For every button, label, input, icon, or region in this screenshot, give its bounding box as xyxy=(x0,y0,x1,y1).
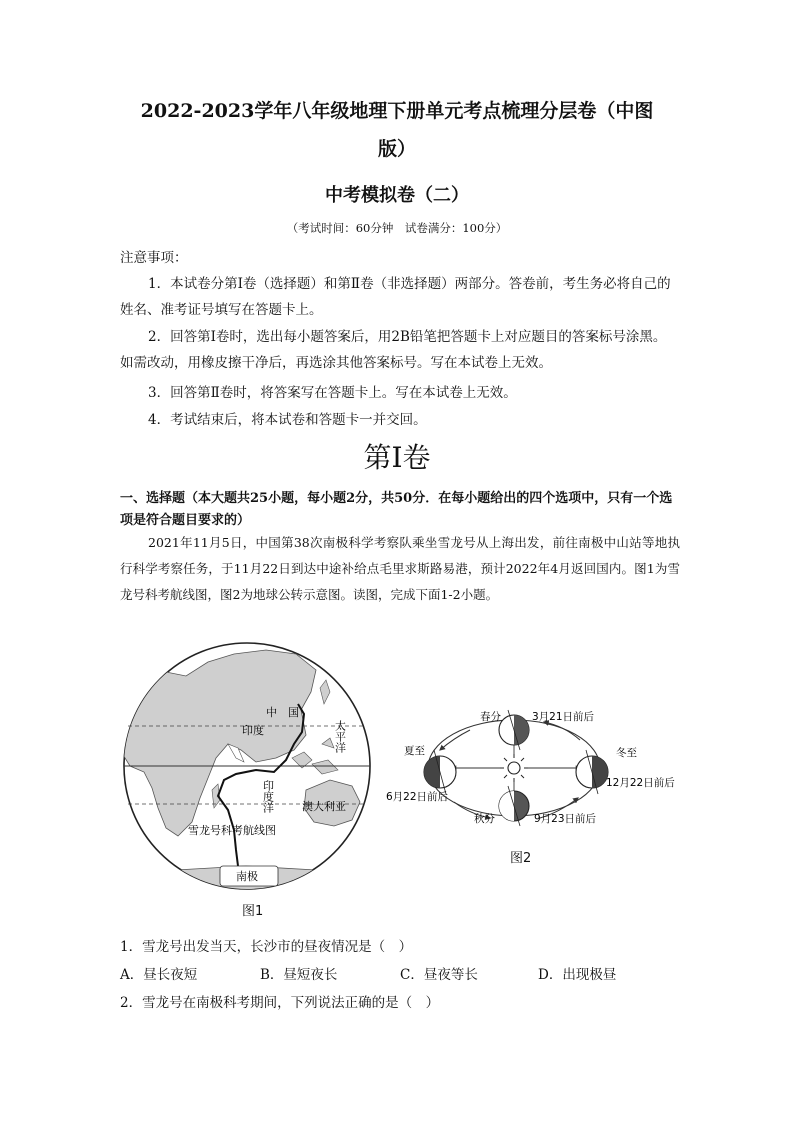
label-india: 印度 xyxy=(242,724,264,737)
notice-item: 1．本试卷分第Ⅰ卷（选择题）和第Ⅱ卷（非选择题）两部分。答卷前，考生务必将自己的姓名、准考证号填写在答题卡上。 xyxy=(120,276,671,318)
question-1-option-a[interactable]: A．昼长夜短 xyxy=(120,967,198,983)
question-section-heading xyxy=(120,488,680,532)
earth-winter xyxy=(576,750,608,794)
label-china: 中 国 xyxy=(266,706,299,719)
question-1-stem: 1．雪龙号出发当天，长沙市的昼夜情况是（ ） xyxy=(120,939,413,955)
notice-item: 2．回答第Ⅰ卷时，选出每小题答案后，用2B铅笔把答题卡上对应题目的答案标号涂黑。如需改动，用橡皮擦干净后，再选涂其他答案标号。写在本试卷上无效。 xyxy=(120,329,667,371)
exam-subtitle: 中考模拟卷（二） xyxy=(325,185,469,206)
sun-icon xyxy=(500,754,528,782)
figure2-caption: 图2 xyxy=(510,851,532,866)
notice-item: 4．考试结束后，将本试卷和答题卡一并交回。 xyxy=(148,412,427,428)
question-intro: 2021年11月5日，中国第38次南极科学考察队乘坐雪龙号从上海出发，前往南极中山站等地执行科学考察任务，于11月22日到达中途补给点毛里求斯路易港，预计2022年4月返回国内。图1为雪龙号科考航线图，图2为地球公转示意图。读图，完成下面1-2小题。 xyxy=(120,535,680,602)
label-australia: 澳大利亚 xyxy=(302,800,346,813)
label-autumn: 秋分 xyxy=(474,813,495,825)
label-antarctica: 南极 xyxy=(236,870,258,883)
question-section-heading-text: 一、选择题（本大题共25小题，每小题2分，共50分．在每小题给出的四个选项中，只有一个选项是符合题目要求的） xyxy=(120,491,673,528)
question-1-option-d[interactable]: D．出现极昼 xyxy=(538,967,617,983)
label-winter: 冬至 xyxy=(616,747,637,759)
section-title: 第Ⅰ卷 xyxy=(363,441,431,474)
label-summer: 夏至 xyxy=(404,745,425,757)
exam-title xyxy=(112,92,682,168)
label-autumn-date: 9月23日前后 xyxy=(534,813,597,825)
figure1-globe-map xyxy=(116,640,378,902)
earth-spring xyxy=(499,710,529,750)
figure2-earth-orbit xyxy=(384,690,684,840)
notice-heading: 注意事项： xyxy=(120,250,188,266)
question-1-option-b[interactable]: B．昼短夜长 xyxy=(260,967,338,983)
earth-summer xyxy=(424,750,456,794)
figure1-caption: 图1 xyxy=(242,904,264,919)
label-indian-ocean: 印度洋 xyxy=(261,780,275,813)
label-pacific: 太平洋 xyxy=(333,720,347,753)
question-1-option-c[interactable]: C．昼夜等长 xyxy=(400,967,478,983)
earth-autumn xyxy=(499,786,529,826)
label-spring: 春分 xyxy=(480,711,501,723)
label-winter-date: 12月22日前后 xyxy=(606,777,675,789)
notice-item: 3．回答第Ⅱ卷时，将答案写在答题卡上。写在本试卷上无效。 xyxy=(148,385,517,401)
label-spring-date: 3月21日前后 xyxy=(532,711,595,723)
label-summer-date: 6月22日前后 xyxy=(386,791,449,803)
label-route: 雪龙号科考航线图 xyxy=(188,824,276,837)
exam-title-line1: 2022-2023学年八年级地理下册单元考点梳理分层卷（中图 xyxy=(140,100,654,122)
question-2-stem: 2．雪龙号在南极科考期间，下列说法正确的是（ ） xyxy=(120,995,440,1011)
exam-time-info: （考试时间：60分钟 试卷满分：100分） xyxy=(286,221,508,235)
exam-title-line2: 版） xyxy=(377,138,416,160)
